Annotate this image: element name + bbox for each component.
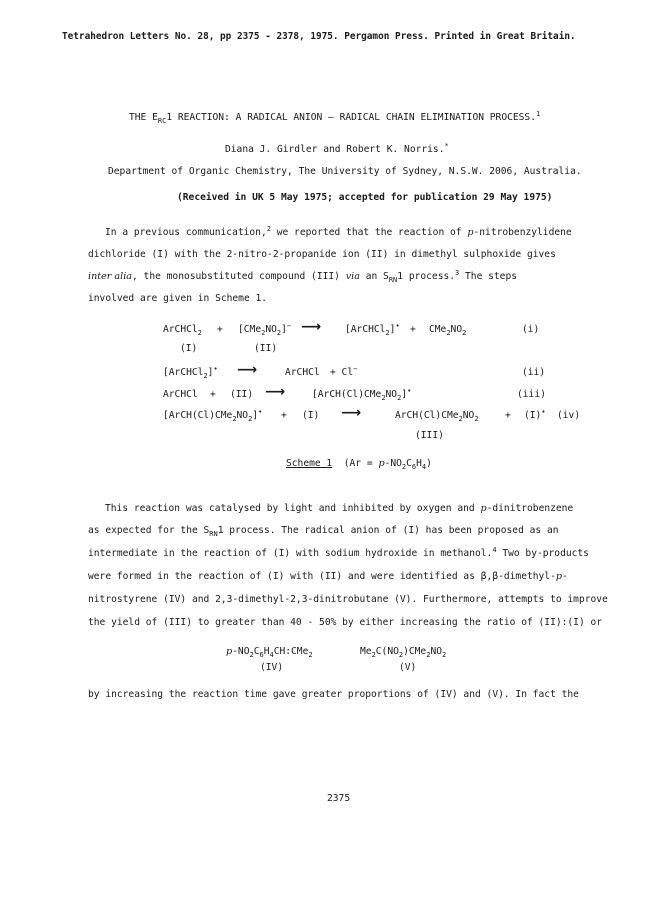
intro-line-4: involved are given in Scheme 1. (88, 293, 268, 304)
reaction-iv-arrow: ⟶ (341, 405, 362, 421)
reaction-iii-tag: (iii) (517, 389, 546, 400)
reaction-i-product-d: $CMe_2NO_2$ (429, 324, 467, 337)
authors: Diana J. Girdler and Robert K. Norris.* (225, 141, 449, 155)
label-II: (II) (254, 343, 278, 354)
reaction-iii-plus: + (210, 389, 216, 400)
running-head: Tetrahedron Letters No. 28, pp 2375 - 2378, 1975. Pergamon Press. Printed in Great Britain. (62, 31, 576, 42)
reaction-ii-product: ArCHCl (285, 367, 320, 378)
reaction-i-arrow: ⟶ (301, 319, 322, 335)
article-title: THE $E_{RC}1$ REACTION: A RADICAL ANION — RADICAL CHAIN ELIMINATION PROCESS.$^1$ (129, 109, 541, 125)
scheme-caption: Scheme 1 $(Ar = p-NO_2C_6H_4)$ (286, 458, 432, 471)
para3-line-1: by increasing the reaction time gave greater proportions of (IV) and (V). In fact the (88, 689, 579, 700)
reaction-i-reactant-a: ArCHCl$_2$ (163, 324, 202, 337)
reaction-iii-arrow: ⟶ (265, 384, 286, 400)
label-V: (V) (399, 662, 417, 673)
reaction-iv-product: $ArCH(Cl)CMe_2NO_2$ (395, 410, 479, 423)
reaction-i-plus-2: + (410, 324, 416, 335)
structure-V: $Me_2C(NO_2)CMe_2NO_2$ (360, 646, 447, 659)
reaction-iv-plus-2: + (505, 410, 511, 421)
reaction-i-plus: + (217, 324, 223, 335)
para2-line-2: as expected for the $S_{RN}1$ process. The radical anion of (I) has been proposed as an (88, 525, 559, 538)
reaction-iv-reactant-b: (I) (302, 410, 320, 421)
intro-line-3: inter alia, the monosubstituted compound (III) via an $S_{RN}1$ process.$^3$ The steps (88, 268, 518, 284)
intro-line-1: In a previous communication,$^2$ we reported that the reaction of p-nitrobenzylidene (105, 224, 572, 238)
label-IV: (IV) (260, 662, 284, 673)
label-I: (I) (180, 343, 198, 354)
affiliation: Department of Organic Chemistry, The University of Sydney, N.S.W. 2006, Australia. (108, 166, 582, 177)
reaction-ii-arrow: ⟶ (237, 362, 258, 378)
page-number: 2375 (327, 793, 351, 804)
para2-line-1: This reaction was catalysed by light and inhibited by oxygen and p-dinitrobenzene (105, 503, 574, 514)
para2-line-6: the yield of (III) to greater than 40 - 50% by either increasing the ratio of (II):(I) or (88, 617, 603, 628)
reaction-i-reactant-b: $[CMe_2NO_2]^-$ (238, 321, 292, 337)
reaction-ii-chloride: + Cl− (330, 364, 358, 378)
reaction-iii-product: $[ArCH(Cl)CMe_2NO_2]^•$ (312, 386, 412, 402)
reaction-iii-reactant-b: (II) (230, 389, 254, 400)
label-III: (III) (415, 430, 444, 441)
reaction-iv-reactant: $[ArCH(Cl)CMe_2NO_2]^•$ (163, 407, 263, 423)
intro-line-2: dichloride (I) with the 2-nitro-2-propanide ion (II) in dimethyl sulphoxide gives (88, 249, 556, 260)
reaction-iii-reactant: ArCHCl (163, 389, 198, 400)
reaction-ii-tag: (ii) (522, 367, 546, 378)
para2-line-4: were formed in the reaction of (I) with (II) and were identified as β,β-dimethyl-p- (88, 571, 568, 582)
reaction-i-tag: (i) (522, 324, 540, 335)
reaction-iv-tag: (iv) (557, 410, 581, 421)
reaction-ii-reactant: [ArCHCl$_2$]• (163, 364, 218, 380)
reaction-iv-plus: + (281, 410, 287, 421)
structure-IV: $p-NO_2C_6H_4CH:CMe_2$ (226, 646, 313, 659)
reaction-i-product-c: [ArCHCl$_2$]• (345, 321, 400, 337)
received-line: (Received in UK 5 May 1975; accepted for publication 29 May 1975) (177, 192, 553, 203)
reaction-iv-product-d: (I)• (524, 407, 546, 421)
para2-line-3: intermediate in the reaction of (I) with sodium hydroxide in methanol.$^4$ Two by-products (88, 545, 589, 559)
para2-line-5: nitrostyrene (IV) and 2,3-dimethyl-2,3-dinitrobutane (V). Furthermore, attempts to improve (88, 594, 608, 605)
